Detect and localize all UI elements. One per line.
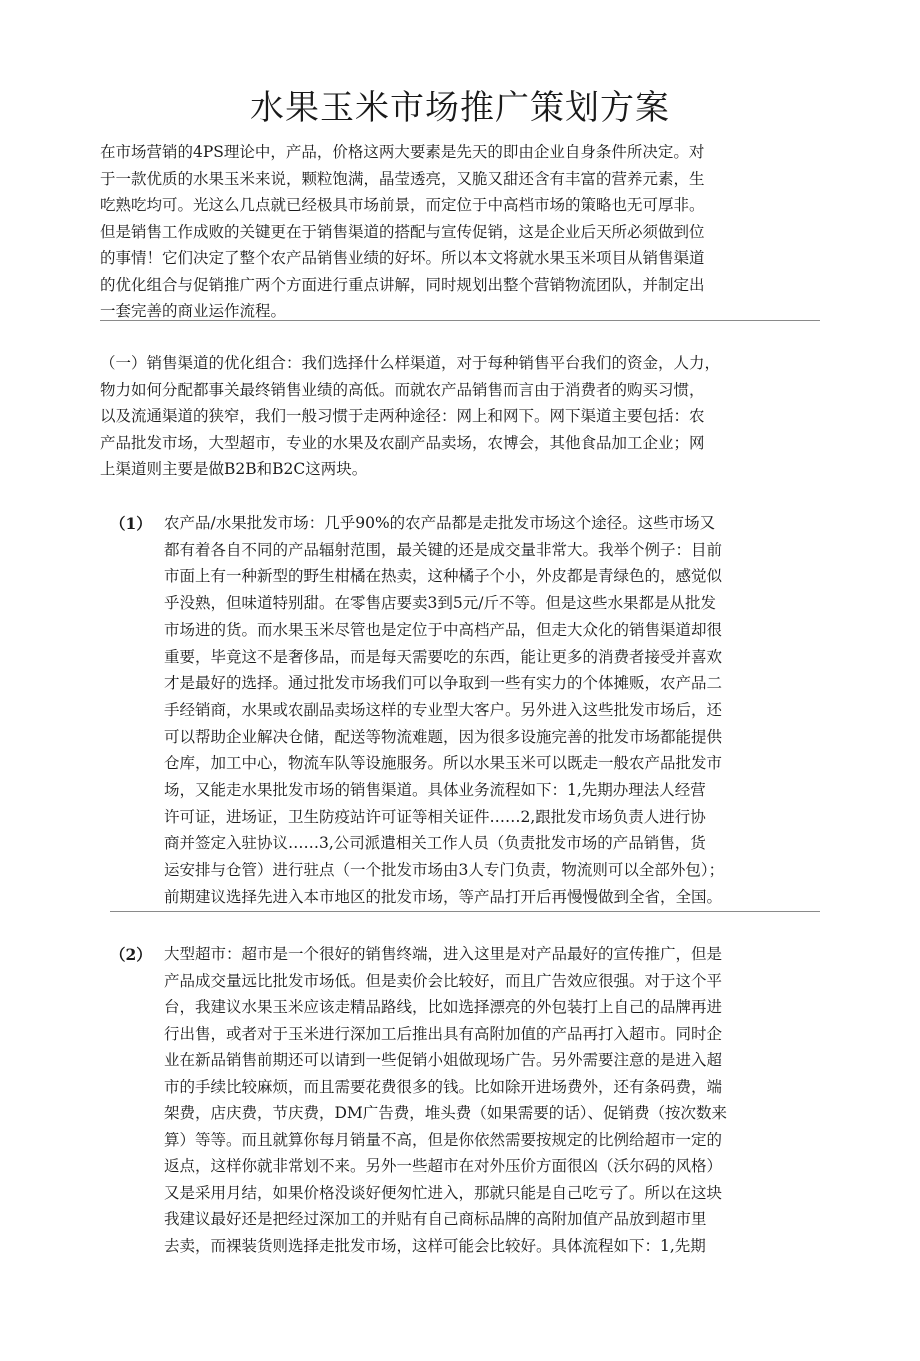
text-line: （一）销售渠道的优化组合：我们选择什么样渠道，对于每种销售平台我们的资金，人力， <box>100 354 721 372</box>
text-line: 前期建议选择先进入本市地区的批发市场，等产品打开后再慢慢做到全省，全国。 <box>164 887 723 906</box>
text-line: 上渠道则主要是做B2B和B2C这两块。 <box>100 460 368 478</box>
text-line: 许可证，进场证，卫生防疫站许可证等相关证件……2,跟批发市场负责人进行协 <box>164 807 706 826</box>
text-line: 一套完善的商业运作流程。 <box>100 302 287 320</box>
text-line: 算）等等。而且就算你每月销量不高，但是你依然需要按规定的比例给超市一定的 <box>164 1130 723 1149</box>
text-line: 于一款优质的水果玉米来说，颗粒饱满，晶莹透亮，又脆又甜还含有丰富的营养元素，生 <box>100 169 705 188</box>
text-line: 商并签定入驻协议……3,公司派遣相关工作人员（负责批发市场的产品销售，货 <box>164 834 706 853</box>
document-title: 水果玉米市场推广策划方案 <box>250 88 670 128</box>
text-line: 都有着各自不同的产品辐射范围，最关键的还是成交量非常大。我举个例子：目前 <box>164 540 723 559</box>
text-line: 市场进的货。而水果玉米尽管也是定位于中高档产品，但走大众化的销售渠道却很 <box>164 620 723 639</box>
text-line: 吃熟吃均可。光这么几点就已经极具市场前景，而定位于中高档市场的策略也无可厚非。 <box>100 196 705 214</box>
text-line: 运安排与仓管）进行驻点（一个批发市场由3人专门负责，物流则可以全部外包）； <box>164 861 725 880</box>
text-line: 的事情！它们决定了整个农产品销售业绩的好坏。所以本文将就水果玉米项目从销售渠道 <box>100 249 705 267</box>
text-line: 以及流通渠道的狭窄，我们一般习惯于走两种途径：网上和网下。网下渠道主要包括：农 <box>100 407 705 425</box>
text-line: 场，又能走水果批发市场的销售渠道。具体业务流程如下：1,先期办理法人经营 <box>164 781 706 799</box>
text-line: 我建议最好还是把经过深加工的并贴有自己商标品牌的高附加值产品放到超市里 <box>164 1210 707 1228</box>
text-line: 重要，毕竟这不是奢侈品，而是每天需要吃的东西，能让更多的消费者接受并喜欢 <box>164 647 723 666</box>
text-line: 台，我建议水果玉米应该走精品路线，比如选择漂亮的外包装打上自己的品牌再进 <box>164 998 723 1016</box>
text-line: 但是销售工作成败的关键更在于销售渠道的搭配与宣传促销，这是企业后天所必须做到位 <box>100 222 705 241</box>
text-line: 去卖，而裸装货则选择走批发市场，这样可能会比较好。具体流程如下：1,先期 <box>164 1236 706 1255</box>
text-line: 可以帮助企业解决仓储，配送等物流难题，因为很多设施完善的批发市场都能提供 <box>164 727 723 746</box>
section-divider <box>100 320 820 321</box>
text-line: 市面上有一种新型的野生柑橘在热卖，这种橘子个小，外皮都是青绿色的，感觉似 <box>164 567 723 586</box>
text-line: 农产品/水果批发市场：几乎90%的农产品都是走批发市场这个途径。这些市场又 <box>164 514 716 532</box>
text-line: 仓库，加工中心，物流车队等设施服务。所以水果玉米可以既走一般农产品批发市 <box>164 754 723 773</box>
text-line: 产品成交量远比批发市场低。但是卖价会比较好，而且广告效应很强。对于这个平 <box>164 971 723 990</box>
item-divider <box>110 911 820 912</box>
text-line: 架费，店庆费，节庆费，DM广告费，堆头费（如果需要的话）、促销费（按次数来 <box>164 1104 728 1122</box>
text-line: 乎没熟，但味道特别甜。在零售店要卖3到5元/斤不等。但是这些水果都是从批发 <box>164 594 716 613</box>
text-line: 返点，这样你就非常划不来。另外一些超市在对外压价方面很凶（沃尔码的风格） <box>164 1157 723 1175</box>
item-2-number: （2） <box>110 945 152 964</box>
text-line: 的优化组合与促销推广两个方面进行重点讲解，同时规划出整个营销物流团队，并制定出 <box>100 275 705 294</box>
text-line: 又是采用月结，如果价格没谈好便匆忙进入，那就只能是自己吃亏了。所以在这块 <box>164 1183 723 1202</box>
text-line: 物力如何分配都事关最终销售业绩的高低。而就农产品销售而言由于消费者的购买习惯， <box>100 380 705 399</box>
text-line: 行出售，或者对于玉米进行深加工后推出具有高附加值的产品再打入超市。同时企 <box>164 1024 723 1043</box>
text-line: 市的手续比较麻烦，而且需要花费很多的钱。比如除开进场费外，还有条码费，端 <box>164 1077 723 1096</box>
text-line: 在市场营销的4PS理论中，产品，价格这两大要素是先天的即由企业自身条件所决定。对 <box>100 143 705 161</box>
text-line: 手经销商，水果或农副品卖场这样的专业型大客户。另外进入这些批发市场后，还 <box>164 700 723 719</box>
text-line: 才是最好的选择。通过批发市场我们可以争取到一些有实力的个体摊贩，农产品二 <box>164 674 723 693</box>
text-line: 大型超市：超市是一个很好的销售终端，进入这里是对产品最好的宣传推广，但是 <box>164 945 723 963</box>
item-1-number: （1） <box>110 514 152 533</box>
text-line: 产品批发市场，大型超市，专业的水果及农副产品卖场，农博会，其他食品加工企业；网 <box>100 433 705 452</box>
text-line: 业在新品销售前期还可以请到一些促销小姐做现场广告。另外需要注意的是进入超 <box>164 1051 723 1069</box>
